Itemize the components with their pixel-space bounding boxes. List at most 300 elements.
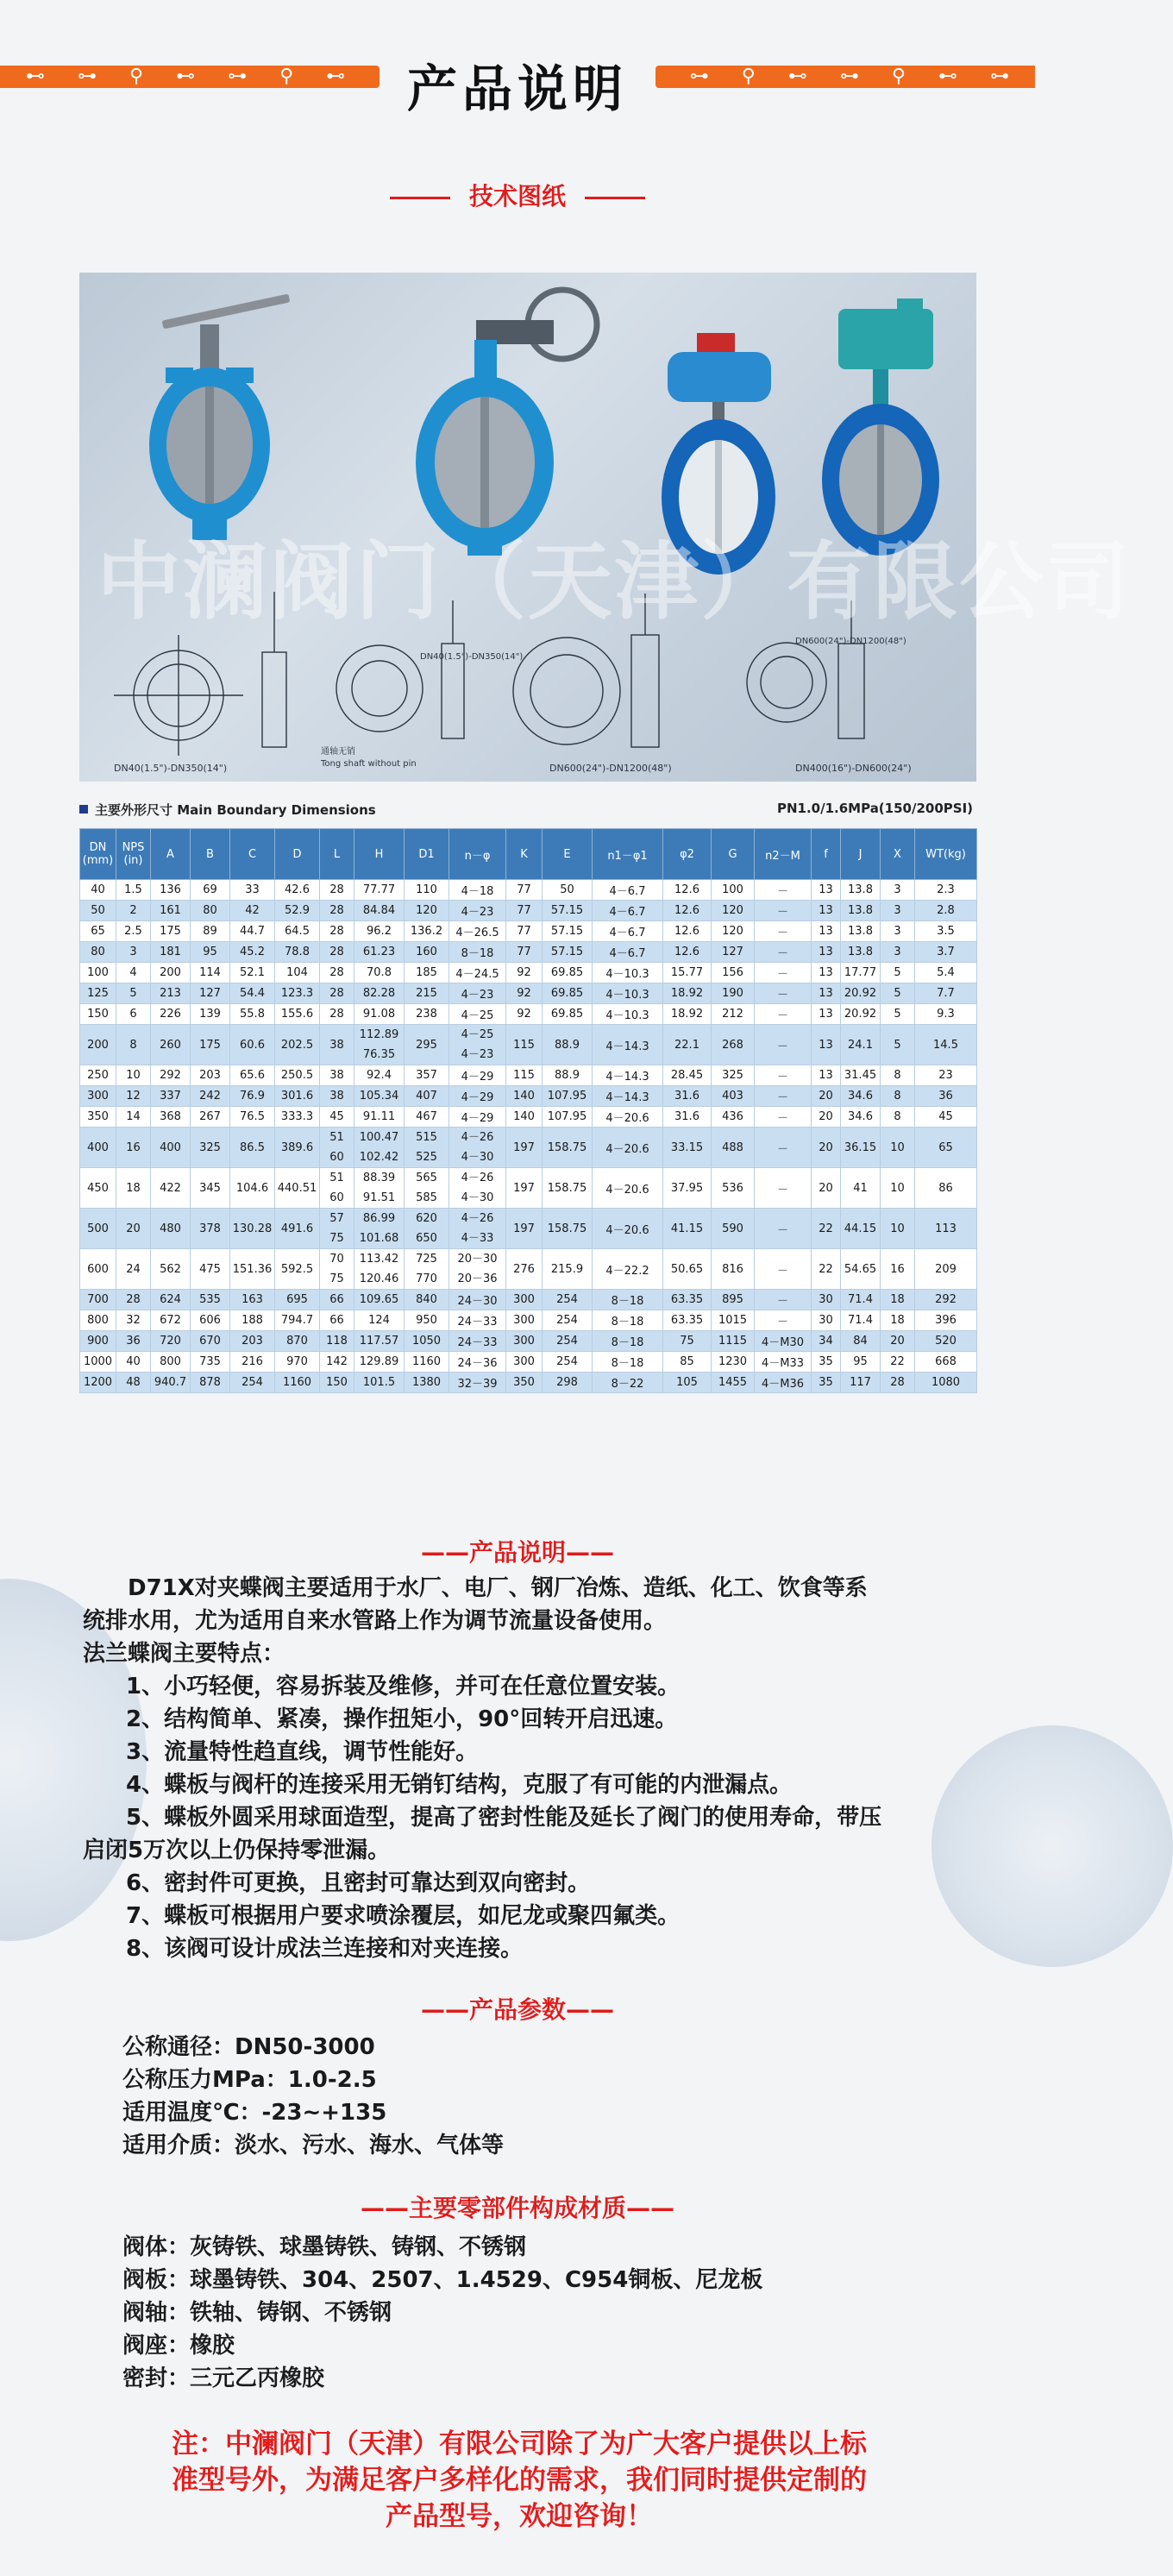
param-line: 公称压力MPa：1.0-2.5 bbox=[122, 2067, 377, 2093]
table-cell: 14.5 bbox=[915, 1025, 977, 1065]
table-row bbox=[80, 901, 977, 921]
table-cell bbox=[354, 1249, 405, 1290]
table-cell: 254 bbox=[543, 1290, 593, 1310]
table-cell: 150 bbox=[80, 1004, 116, 1025]
table-cell: 50.65 bbox=[663, 1249, 712, 1290]
table-cell: 800 bbox=[151, 1352, 191, 1373]
table-cell: 13 bbox=[812, 921, 841, 942]
table-cell bbox=[354, 1168, 405, 1209]
table-cell: 181 bbox=[151, 942, 191, 963]
table-cell: 870 bbox=[275, 1331, 320, 1352]
table-cell: 12.6 bbox=[663, 901, 712, 921]
table-cell: 120 bbox=[712, 921, 755, 942]
table-cell-line: 51 bbox=[329, 1172, 344, 1184]
table-cell-line: 86.99 bbox=[362, 1212, 396, 1225]
table-cell: 13 bbox=[812, 880, 841, 901]
table-cell: 488 bbox=[712, 1128, 755, 1168]
title-square-icon bbox=[79, 805, 88, 814]
materials-heading: ——主要零部件构成材质—— bbox=[360, 2194, 674, 2222]
table-cell: 77 bbox=[506, 921, 543, 942]
gauge-icon: ⚲ bbox=[891, 66, 906, 87]
gauge-icon: ⚲ bbox=[741, 66, 756, 87]
table-cell: 700 bbox=[80, 1290, 116, 1310]
table-header-cell: L bbox=[320, 829, 354, 880]
table-cell-line: 20－30 bbox=[457, 1253, 498, 1266]
table-cell: 4－14.3 bbox=[593, 1025, 663, 1065]
table-cell: 213 bbox=[151, 983, 191, 1004]
table-cell: 24.1 bbox=[841, 1025, 881, 1065]
table-cell: 4－18 bbox=[449, 880, 506, 901]
table-cell: 197 bbox=[506, 1209, 543, 1249]
table-cell: 396 bbox=[915, 1310, 977, 1331]
table-row bbox=[80, 1290, 977, 1310]
table-cell: 5 bbox=[116, 983, 151, 1004]
table-cell bbox=[354, 1128, 405, 1168]
table-cell: 104 bbox=[275, 963, 320, 983]
table-cell: 254 bbox=[543, 1310, 593, 1331]
table-cell: 200 bbox=[151, 963, 191, 983]
table-cell: 117 bbox=[841, 1373, 881, 1393]
table-cell: 64.5 bbox=[275, 921, 320, 942]
table-cell: 216 bbox=[230, 1352, 275, 1373]
table-cell: 500 bbox=[80, 1209, 116, 1249]
caption-left-sub: Tong shaft without pin bbox=[321, 759, 417, 769]
table-cell-line: 725 bbox=[416, 1253, 437, 1266]
caption-mid-label: DN40(1.5")-DN350(14") bbox=[420, 652, 524, 662]
table-cell: 209 bbox=[915, 1249, 977, 1290]
table-row bbox=[80, 1310, 977, 1331]
table-cell: 203 bbox=[230, 1331, 275, 1352]
param-line: 公称通径：DN50-3000 bbox=[122, 2034, 375, 2060]
table-row bbox=[80, 1065, 977, 1086]
table-cell: 4－10.3 bbox=[593, 963, 663, 983]
table-cell: 300 bbox=[80, 1086, 116, 1107]
table-cell: 254 bbox=[543, 1331, 593, 1352]
table-cell: 13.8 bbox=[841, 880, 881, 901]
table-body bbox=[80, 880, 977, 1393]
table-row bbox=[80, 921, 977, 942]
table-cell: 115 bbox=[506, 1025, 543, 1065]
table-row bbox=[80, 963, 977, 983]
table-cell: 13.8 bbox=[841, 921, 881, 942]
title-dash-left bbox=[390, 197, 450, 199]
table-cell: 8 bbox=[881, 1107, 915, 1128]
table-cell: － bbox=[755, 1128, 812, 1168]
table-cell: 127 bbox=[712, 942, 755, 963]
table-cell: 42 bbox=[230, 901, 275, 921]
table-cell: 115 bbox=[506, 1065, 543, 1086]
table-cell: 89 bbox=[191, 921, 230, 942]
table-row bbox=[80, 983, 977, 1004]
table-cell: 30 bbox=[812, 1290, 841, 1310]
table-cell: 33.15 bbox=[663, 1128, 712, 1168]
valve-icon: ⊷ bbox=[787, 66, 807, 87]
table-cell: 86.5 bbox=[230, 1128, 275, 1168]
table-cell: 28 bbox=[320, 901, 354, 921]
description-heading: ——产品说明—— bbox=[420, 1538, 614, 1567]
table-cell: 123.3 bbox=[275, 983, 320, 1004]
table-cell: 4－10.3 bbox=[593, 983, 663, 1004]
table-cell: 28 bbox=[320, 921, 354, 942]
table-cell: 940.7 bbox=[151, 1373, 191, 1393]
table-cell: 592.5 bbox=[275, 1249, 320, 1290]
table-cell: 403 bbox=[712, 1086, 755, 1107]
table-cell: － bbox=[755, 1004, 812, 1025]
table-cell: 1050 bbox=[405, 1331, 449, 1352]
table-cell: 440.51 bbox=[275, 1168, 320, 1209]
table-cell: 8 bbox=[881, 1086, 915, 1107]
table-cell: 2.8 bbox=[915, 901, 977, 921]
table-header-cell: H bbox=[354, 829, 405, 880]
param-line: 适用介质：淡水、污水、海水、气体等 bbox=[122, 2133, 505, 2158]
valve-icon: ⊶ bbox=[228, 66, 248, 87]
table-cell-line: 770 bbox=[416, 1272, 437, 1285]
table-cell: 600 bbox=[80, 1249, 116, 1290]
table-cell: 4－M36 bbox=[755, 1373, 812, 1393]
param-line: 适用温度℃：-23~+135 bbox=[122, 2100, 387, 2126]
table-cell-line: 51 bbox=[329, 1131, 344, 1144]
table-cell: 22 bbox=[812, 1249, 841, 1290]
gauge-icon: ⚲ bbox=[129, 66, 144, 87]
table-cell: 3.7 bbox=[915, 942, 977, 963]
table-cell: 8－18 bbox=[449, 942, 506, 963]
table-header-cell: K bbox=[506, 829, 543, 880]
table-cell: 156 bbox=[712, 963, 755, 983]
table-header-cell: C bbox=[230, 829, 275, 880]
table-cell: 110 bbox=[405, 880, 449, 901]
table-cell: 325 bbox=[712, 1065, 755, 1086]
table-cell: 4－20.6 bbox=[593, 1107, 663, 1128]
table-cell: 10 bbox=[881, 1128, 915, 1168]
table-cell: 5 bbox=[881, 1025, 915, 1065]
table-cell: 41.15 bbox=[663, 1209, 712, 1249]
table-cell-line: 120.46 bbox=[359, 1272, 399, 1285]
table-cell: 1160 bbox=[405, 1352, 449, 1373]
feature-item: 6、密封件可更换，且密封可靠达到双向密封。 bbox=[126, 1870, 591, 1896]
table-cell: 105.34 bbox=[354, 1086, 405, 1107]
table-cell: 345 bbox=[191, 1168, 230, 1209]
table-cell: 300 bbox=[506, 1352, 543, 1373]
table-cell: 65 bbox=[80, 921, 116, 942]
table-cell: 2.3 bbox=[915, 880, 977, 901]
table-cell: 66 bbox=[320, 1290, 354, 1310]
table-header-cell: X bbox=[881, 829, 915, 880]
table-cell: 45 bbox=[320, 1107, 354, 1128]
table-cell: 31.6 bbox=[663, 1086, 712, 1107]
valve-icon: ⊷ bbox=[938, 66, 957, 87]
table-cell: 36.15 bbox=[841, 1128, 881, 1168]
table-cell: 50 bbox=[80, 901, 116, 921]
table-cell: 4－6.7 bbox=[593, 880, 663, 901]
product-photo-panel bbox=[79, 273, 1132, 782]
table-cell: 91.11 bbox=[354, 1107, 405, 1128]
table-cell: 92.4 bbox=[354, 1065, 405, 1086]
table-cell: 63.35 bbox=[663, 1310, 712, 1331]
table-cell: 254 bbox=[230, 1373, 275, 1393]
table-cell: 16 bbox=[881, 1249, 915, 1290]
table-cell: 80 bbox=[191, 901, 230, 921]
table-cell: － bbox=[755, 1107, 812, 1128]
table-cell-line: 101.68 bbox=[359, 1232, 399, 1245]
table-cell: 4－25 bbox=[449, 1004, 506, 1025]
table-header-cell: D1 bbox=[405, 829, 449, 880]
table-cell: 124 bbox=[354, 1310, 405, 1331]
table-title-row bbox=[79, 801, 976, 820]
table-cell: 38 bbox=[320, 1086, 354, 1107]
table-cell: 88.9 bbox=[543, 1065, 593, 1086]
table-cell: 212 bbox=[712, 1004, 755, 1025]
table-cell: 13 bbox=[812, 983, 841, 1004]
caption-right-label: DN600(24")-DN1200(48") bbox=[795, 637, 906, 646]
feature-item: 1、小巧轻便，容易拆装及维修，并可在任意位置安装。 bbox=[126, 1674, 681, 1700]
drawing-section-title bbox=[0, 178, 1035, 212]
table-row bbox=[80, 1331, 977, 1352]
table-cell: 41 bbox=[841, 1168, 881, 1209]
table-cell: 66 bbox=[320, 1310, 354, 1331]
table-cell: 13 bbox=[812, 1065, 841, 1086]
table-cell: 84 bbox=[841, 1331, 881, 1352]
table-cell-line: 620 bbox=[416, 1212, 437, 1225]
table-cell: 4－23 bbox=[449, 901, 506, 921]
table-cell: 52.9 bbox=[275, 901, 320, 921]
table-row bbox=[80, 1128, 977, 1168]
table-cell: 17.77 bbox=[841, 963, 881, 983]
table-cell: 101.5 bbox=[354, 1373, 405, 1393]
table-cell: 80 bbox=[80, 942, 116, 963]
table-cell: 155.6 bbox=[275, 1004, 320, 1025]
table-cell bbox=[354, 1025, 405, 1065]
table-cell: 69.85 bbox=[543, 963, 593, 983]
table-cell: 15.77 bbox=[663, 963, 712, 983]
table-cell: 10 bbox=[116, 1065, 151, 1086]
table-cell: 670 bbox=[191, 1331, 230, 1352]
table-cell: 35 bbox=[812, 1352, 841, 1373]
table-cell: 400 bbox=[151, 1128, 191, 1168]
feature-item: 启闭5万次以上仍保持零泄漏。 bbox=[83, 1838, 391, 1863]
table-cell bbox=[320, 1168, 354, 1209]
table-row bbox=[80, 1086, 977, 1107]
table-cell: 480 bbox=[151, 1209, 191, 1249]
table-cell: 12.6 bbox=[663, 880, 712, 901]
table-cell: 8 bbox=[881, 1065, 915, 1086]
table-cell: 735 bbox=[191, 1352, 230, 1373]
table-cell: 215.9 bbox=[543, 1249, 593, 1290]
table-cell: 77 bbox=[506, 880, 543, 901]
table-cell bbox=[405, 1249, 449, 1290]
table-cell: 295 bbox=[405, 1025, 449, 1065]
table-cell: 24－33 bbox=[449, 1331, 506, 1352]
table-cell: 109.65 bbox=[354, 1290, 405, 1310]
table-cell: 20 bbox=[116, 1209, 151, 1249]
table-cell: 125 bbox=[80, 983, 116, 1004]
table-cell: 4－14.3 bbox=[593, 1065, 663, 1086]
table-cell: 84.84 bbox=[354, 901, 405, 921]
table-row bbox=[80, 1373, 977, 1393]
table-cell: 4－29 bbox=[449, 1065, 506, 1086]
table-cell: 4－6.7 bbox=[593, 942, 663, 963]
table-cell: 3 bbox=[881, 901, 915, 921]
table-cell: 20 bbox=[812, 1107, 841, 1128]
table-header-cell: WT(kg) bbox=[915, 829, 977, 880]
table-cell: 75 bbox=[663, 1331, 712, 1352]
table-cell-line: 88.39 bbox=[362, 1172, 396, 1184]
table-cell: － bbox=[755, 901, 812, 921]
table-row bbox=[80, 1107, 977, 1128]
table-cell: 22 bbox=[812, 1209, 841, 1249]
table-cell: 350 bbox=[80, 1107, 116, 1128]
table-cell: 5 bbox=[881, 1004, 915, 1025]
table-cell: 34 bbox=[812, 1331, 841, 1352]
table-cell: 325 bbox=[191, 1128, 230, 1168]
table-cell: 31.6 bbox=[663, 1107, 712, 1128]
table-cell: 1.5 bbox=[116, 880, 151, 901]
lever-valve-image bbox=[149, 294, 290, 540]
table-cell: 4－20.6 bbox=[593, 1209, 663, 1249]
table-header-cell: E bbox=[543, 829, 593, 880]
table-cell: 24 bbox=[116, 1249, 151, 1290]
table-cell: 69 bbox=[191, 880, 230, 901]
table-cell: 140 bbox=[506, 1107, 543, 1128]
table-cell bbox=[405, 1209, 449, 1249]
table-cell: 38 bbox=[320, 1025, 354, 1065]
table-cell: 215 bbox=[405, 983, 449, 1004]
table-cell: 5.4 bbox=[915, 963, 977, 983]
table-cell: 42.6 bbox=[275, 880, 320, 901]
table-cell: 13 bbox=[812, 942, 841, 963]
note-line-1: 注：中澜阀门（天津）有限公司除了为广大客户提供以上标 bbox=[172, 2428, 867, 2460]
table-cell: 188 bbox=[230, 1310, 275, 1331]
table-cell-line: 4－23 bbox=[461, 1048, 494, 1061]
table-cell: 535 bbox=[191, 1290, 230, 1310]
table-cell: 100 bbox=[80, 963, 116, 983]
table-cell: － bbox=[755, 921, 812, 942]
table-cell bbox=[449, 1025, 506, 1065]
material-line: 密封：三元乙丙橡胶 bbox=[122, 2366, 325, 2391]
table-cell: 32－39 bbox=[449, 1373, 506, 1393]
table-header-cell: NPS (in) bbox=[116, 829, 151, 880]
table-cell: 13 bbox=[812, 1025, 841, 1065]
table-cell: 18 bbox=[881, 1310, 915, 1331]
table-cell: 4－24.5 bbox=[449, 963, 506, 983]
table-cell: 1015 bbox=[712, 1310, 755, 1331]
table-cell: 400 bbox=[80, 1128, 116, 1168]
table-cell: 127 bbox=[191, 983, 230, 1004]
table-cell: 24－36 bbox=[449, 1352, 506, 1373]
table-cell: 54.65 bbox=[841, 1249, 881, 1290]
table-cell: 28 bbox=[320, 1004, 354, 1025]
table-cell: 48 bbox=[116, 1373, 151, 1393]
table-cell: 78.8 bbox=[275, 942, 320, 963]
caption-right: DN400(16")-DN600(24") bbox=[795, 763, 912, 774]
table-cell: 720 bbox=[151, 1331, 191, 1352]
table-cell: 4－M33 bbox=[755, 1352, 812, 1373]
table-cell: 117.57 bbox=[354, 1331, 405, 1352]
table-cell: － bbox=[755, 1025, 812, 1065]
table-cell: 16 bbox=[116, 1128, 151, 1168]
table-cell: 422 bbox=[151, 1168, 191, 1209]
table-cell: 33 bbox=[230, 880, 275, 901]
table-cell: 44.7 bbox=[230, 921, 275, 942]
table-cell: － bbox=[755, 1065, 812, 1086]
table-cell: 107.95 bbox=[543, 1086, 593, 1107]
table-cell: 202.5 bbox=[275, 1025, 320, 1065]
table-cell: 82.28 bbox=[354, 983, 405, 1004]
table-cell: 970 bbox=[275, 1352, 320, 1373]
table-cell: 92 bbox=[506, 983, 543, 1004]
table-cell: － bbox=[755, 1290, 812, 1310]
table-cell: 8 bbox=[116, 1025, 151, 1065]
valve-icon: ⊶ bbox=[689, 66, 709, 87]
table-cell: 1455 bbox=[712, 1373, 755, 1393]
table-cell: 136.2 bbox=[405, 921, 449, 942]
table-cell: 18.92 bbox=[663, 1004, 712, 1025]
table-cell-line: 112.89 bbox=[359, 1028, 399, 1041]
table-cell: 1115 bbox=[712, 1331, 755, 1352]
table-cell: 28 bbox=[320, 983, 354, 1004]
table-cell: － bbox=[755, 1209, 812, 1249]
table-row bbox=[80, 1352, 977, 1373]
gauge-icon: ⚲ bbox=[279, 66, 294, 87]
table-row bbox=[80, 1025, 977, 1065]
table-cell: 13 bbox=[812, 901, 841, 921]
table-cell: 23 bbox=[915, 1065, 977, 1086]
table-cell: 54.4 bbox=[230, 983, 275, 1004]
table-cell-line: 75 bbox=[329, 1232, 344, 1245]
table-cell: 590 bbox=[712, 1209, 755, 1249]
features-title: 法兰蝶阀主要特点： bbox=[83, 1641, 285, 1667]
feature-item: 8、该阀可设计成法兰连接和对夹连接。 bbox=[126, 1936, 524, 1962]
table-cell-line: 91.51 bbox=[362, 1191, 396, 1204]
table-cell: 12 bbox=[116, 1086, 151, 1107]
table-cell-line: 60 bbox=[329, 1191, 344, 1204]
material-line: 阀体：灰铸铁、球墨铸铁、铸钢、不锈钢 bbox=[122, 2234, 527, 2260]
params-block bbox=[122, 2031, 899, 2162]
table-row bbox=[80, 1209, 977, 1249]
table-cell: 65 bbox=[915, 1128, 977, 1168]
table-cell: 65.6 bbox=[230, 1065, 275, 1086]
table-cell: 436 bbox=[712, 1107, 755, 1128]
table-cell-line: 4－30 bbox=[461, 1151, 494, 1164]
table-cell: 300 bbox=[506, 1290, 543, 1310]
table-cell: 10 bbox=[881, 1168, 915, 1209]
table-cell: 8－18 bbox=[593, 1331, 663, 1352]
table-cell: 77 bbox=[506, 901, 543, 921]
feature-item: 4、蝶板与阀杆的连接采用无销钉结构，克服了有可能的内泄漏点。 bbox=[126, 1772, 793, 1798]
table-cell-line: 57 bbox=[329, 1212, 344, 1225]
table-cell: 142 bbox=[320, 1352, 354, 1373]
table-cell: 120 bbox=[712, 901, 755, 921]
table-cell bbox=[320, 1249, 354, 1290]
table-header-cell: n2－M bbox=[755, 829, 812, 880]
table-cell-line: 4－26 bbox=[461, 1212, 494, 1225]
material-line: 阀板：球墨铸铁、304、2507、1.4529、C954铜板、尼龙板 bbox=[122, 2267, 763, 2293]
table-cell: 44.15 bbox=[841, 1209, 881, 1249]
caption-left-sub-cn: 通轴无销 bbox=[321, 747, 355, 757]
table-cell: 8－18 bbox=[593, 1310, 663, 1331]
valve-icon: ⊶ bbox=[839, 66, 859, 87]
table-cell: 30 bbox=[812, 1310, 841, 1331]
table-cell: 40 bbox=[116, 1352, 151, 1373]
table-cell: 7.7 bbox=[915, 983, 977, 1004]
table-cell: 77.77 bbox=[354, 880, 405, 901]
description-block bbox=[83, 1572, 963, 1965]
table-cell: 900 bbox=[80, 1331, 116, 1352]
material-line: 阀座：橡胶 bbox=[122, 2333, 235, 2359]
table-cell: 794.7 bbox=[275, 1310, 320, 1331]
table-cell: 3.5 bbox=[915, 921, 977, 942]
table-cell: 668 bbox=[915, 1352, 977, 1373]
table-cell: 28 bbox=[320, 942, 354, 963]
